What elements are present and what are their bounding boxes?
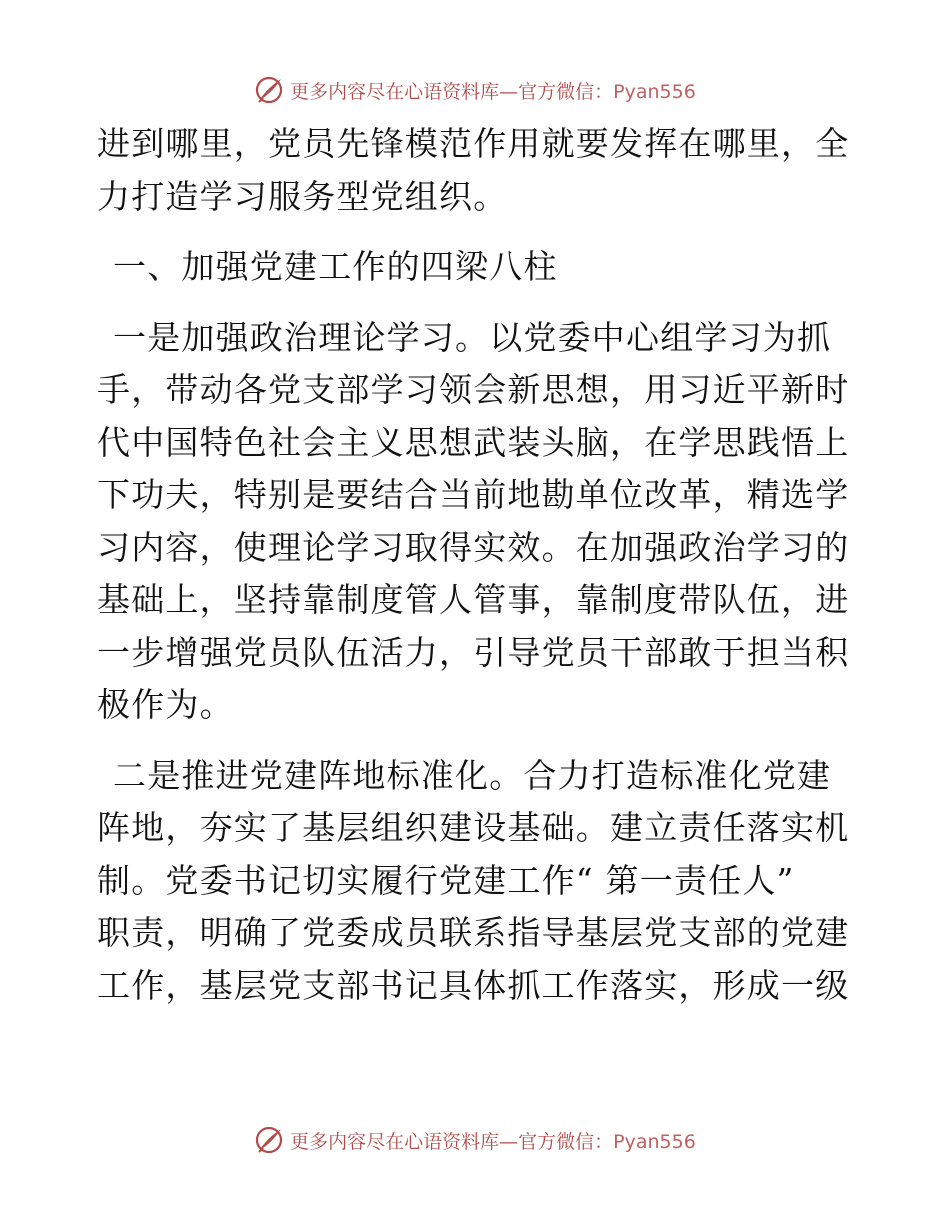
- watermark-contact: Pyan556: [613, 80, 696, 103]
- watermark-label: 更多内容尽在心语资料库—官方微信：: [290, 80, 614, 103]
- text-line: 阵地，夯实了基层组织建设基础。建立责任落实机: [97, 808, 850, 847]
- text-line: 基础上，坚持靠制度管人管事，靠制度带队伍，进: [97, 580, 850, 619]
- quill-logo-icon: [254, 75, 284, 105]
- text-line: 代中国特色社会主义思想武装头脑，在学思践悟上: [97, 422, 850, 462]
- text-line: 一是加强政治理论学习。以党委中心组学习为抓: [113, 317, 832, 357]
- text-line: 手，带动各党支部学习领会新思想，用习近平新时: [97, 370, 850, 409]
- text-line: 习内容，使理论学习取得实效。在加强政治学习的: [97, 527, 850, 567]
- paragraph-1: [97, 118, 857, 223]
- quill-logo-icon: [254, 1125, 284, 1155]
- text-line: 制。党委书记切实履行党建工作“ 第一责任人”: [97, 860, 795, 900]
- watermark-label: 更多内容尽在心语资料库—官方微信：: [290, 1130, 614, 1153]
- header-watermark: [0, 72, 950, 108]
- section-heading: [97, 241, 857, 294]
- heading-line: 一、加强党建工作的四梁八柱: [113, 247, 558, 286]
- watermark-contact: Pyan556: [613, 1130, 696, 1153]
- text-line: 进到哪里，党员先锋模范作用就要发挥在哪里，全: [97, 124, 850, 163]
- watermark-text: [290, 1127, 696, 1154]
- paragraph-3: [97, 312, 857, 732]
- paragraph-4: [97, 750, 857, 1013]
- text-line: 一步增强党员队伍活力，引导党员干部敢于担当积: [97, 632, 850, 672]
- text-line: 工作，基层党支部书记具体抓工作落实，形成一级: [97, 965, 850, 1005]
- text-line: 力打造学习服务型党组织。: [97, 176, 508, 216]
- text-line: 二是推进党建阵地标准化。合力打造标准化党建: [113, 755, 832, 795]
- document-body: [97, 118, 857, 1012]
- footer-watermark: [0, 1122, 950, 1158]
- text-line: 下功夫，特别是要结合当前地勘单位改革，精选学: [97, 475, 850, 514]
- text-line: 职责，明确了党委成员联系指导基层党支部的党建: [97, 913, 850, 952]
- text-line: 极作为。: [97, 685, 234, 724]
- watermark-text: [290, 77, 696, 104]
